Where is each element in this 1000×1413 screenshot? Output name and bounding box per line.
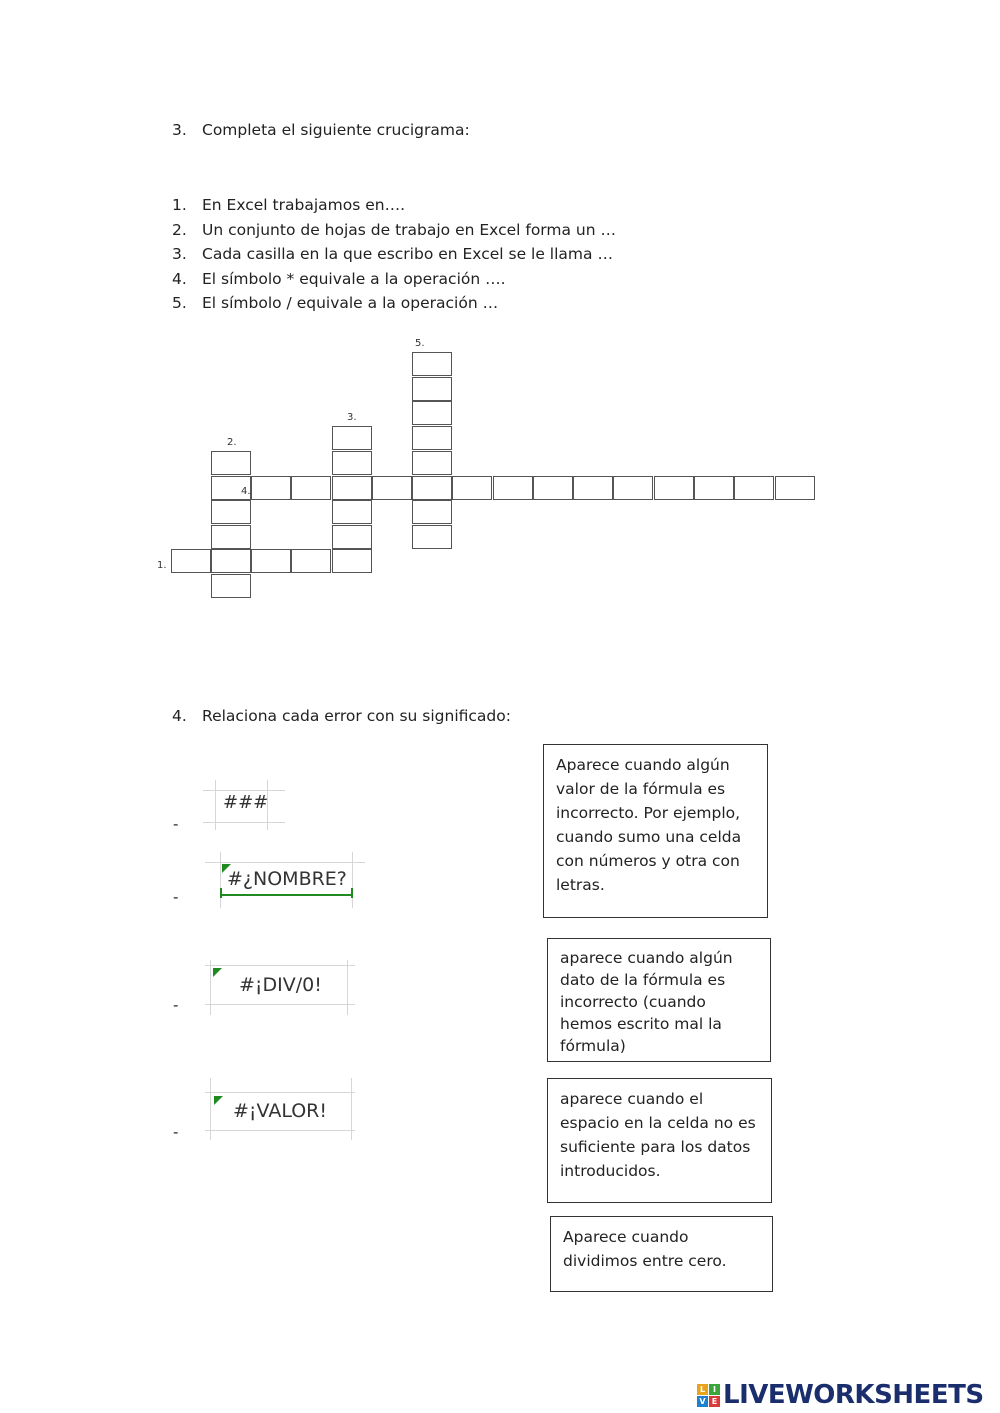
error-label: #¡VALOR!	[233, 1100, 327, 1122]
list-item	[172, 269, 616, 289]
error-cell-image	[205, 852, 365, 908]
dash-marker: -	[173, 996, 179, 1014]
logo-letter: I	[709, 1384, 720, 1395]
crossword-cell[interactable]	[372, 476, 412, 500]
crossword-cell[interactable]	[211, 451, 251, 475]
meaning-box[interactable]	[550, 1216, 773, 1292]
crossword-cell[interactable]	[251, 549, 291, 573]
dash-marker: -	[173, 888, 179, 906]
error-cell-image	[205, 960, 355, 1015]
list-item	[172, 195, 616, 215]
crossword-cell[interactable]	[452, 476, 492, 500]
clue-list	[172, 195, 616, 313]
crossword-cell[interactable]	[412, 377, 452, 401]
crossword-cell[interactable]	[775, 476, 815, 500]
crossword-cell[interactable]	[412, 476, 452, 500]
question-4-heading	[172, 706, 511, 726]
logo-letter: L	[697, 1384, 708, 1395]
list-number: 5.	[172, 294, 187, 312]
crossword-cell[interactable]	[332, 451, 372, 475]
crossword-cell[interactable]	[332, 476, 372, 500]
crossword-clue-label: 1.	[157, 560, 167, 571]
meaning-text: Aparece cuando dividimos entre cero.	[563, 1228, 727, 1270]
dash-marker: -	[173, 815, 179, 833]
crossword-cell[interactable]	[412, 352, 452, 376]
list-item	[172, 293, 616, 313]
logo-icon	[697, 1384, 720, 1407]
crossword-cell[interactable]	[171, 549, 211, 573]
clue-text: El símbolo / equivale a la operación …	[202, 294, 499, 312]
meaning-text: aparece cuando el espacio en la celda no es suficiente para los datos introducidos.	[560, 1090, 756, 1180]
meaning-box[interactable]	[547, 938, 771, 1062]
meaning-box[interactable]	[543, 744, 768, 918]
list-number: 1.	[172, 196, 187, 214]
crossword-cell[interactable]	[573, 476, 613, 500]
error-label: #¡DIV/0!	[239, 974, 322, 996]
crossword-cell[interactable]	[412, 451, 452, 475]
crossword-cell[interactable]	[533, 476, 573, 500]
question-title: Relaciona cada error con su significado:	[202, 707, 511, 725]
list-number: 4.	[172, 269, 187, 288]
error-label: #¿NOMBRE?	[227, 868, 347, 890]
crossword-cell[interactable]	[211, 574, 251, 598]
meaning-text: aparece cuando algún dato de la fórmula es incorrecto (cuando hemos escrito mal la fórmula)	[560, 949, 733, 1055]
list-number: 2.	[172, 220, 187, 239]
question-number: 4.	[172, 707, 187, 725]
crossword-cell[interactable]	[734, 476, 774, 500]
crossword-cell[interactable]	[211, 476, 251, 500]
question-title: Completa el siguiente crucigrama:	[202, 121, 470, 139]
crossword-cell[interactable]	[332, 525, 372, 549]
error-flag-icon	[214, 1096, 223, 1105]
error-flag-icon	[213, 968, 222, 977]
list-item	[172, 220, 616, 240]
crossword-clue-label: 5.	[415, 338, 425, 349]
liveworksheets-logo	[697, 1378, 984, 1412]
logo-letter: V	[697, 1396, 708, 1407]
clue-text: Cada casilla en la que escribo en Excel se le llama …	[202, 245, 613, 263]
crossword-cell[interactable]	[211, 549, 251, 573]
meaning-box[interactable]	[547, 1078, 772, 1203]
list-item	[172, 244, 616, 264]
crossword-cell[interactable]	[332, 549, 372, 573]
dash-marker: -	[173, 1123, 179, 1141]
clue-text: El símbolo * equivale a la operación ….	[202, 269, 506, 288]
error-cell-image	[205, 1078, 355, 1140]
crossword-clue-label: 2.	[227, 437, 237, 448]
crossword-clue-label: 4.	[241, 486, 251, 497]
crossword-cell[interactable]	[412, 401, 452, 425]
crossword-cell[interactable]	[694, 476, 734, 500]
crossword-cell[interactable]	[332, 500, 372, 524]
crossword-cell[interactable]	[211, 525, 251, 549]
crossword-cell[interactable]	[493, 476, 533, 500]
crossword-cell[interactable]	[654, 476, 694, 500]
crossword-cell[interactable]	[251, 476, 291, 500]
list-number: 3.	[172, 245, 187, 263]
logo-letter: E	[709, 1396, 720, 1407]
crossword-clue-label: 3.	[347, 412, 357, 423]
crossword-cell[interactable]	[613, 476, 653, 500]
question-number: 3.	[172, 121, 187, 139]
crossword-cell[interactable]	[332, 426, 372, 450]
crossword-cell[interactable]	[291, 476, 331, 500]
crossword-cell[interactable]	[211, 500, 251, 524]
error-cell-image	[203, 780, 285, 830]
clue-text: Un conjunto de hojas de trabajo en Excel forma un …	[202, 220, 616, 239]
meaning-text: Aparece cuando algún valor de la fórmula es incorrecto. Por ejemplo, cuando sumo una celda con números y otra con letras.	[556, 756, 742, 894]
crossword-cell[interactable]	[412, 426, 452, 450]
clue-text: En Excel trabajamos en….	[202, 196, 405, 214]
question-3-heading	[172, 120, 470, 140]
logo-text: LIVEWORKSHEETS	[723, 1380, 984, 1410]
crossword-cell[interactable]	[291, 549, 331, 573]
crossword-cell[interactable]	[412, 500, 452, 524]
error-label: ###	[223, 792, 269, 813]
crossword-cell[interactable]	[412, 525, 452, 549]
